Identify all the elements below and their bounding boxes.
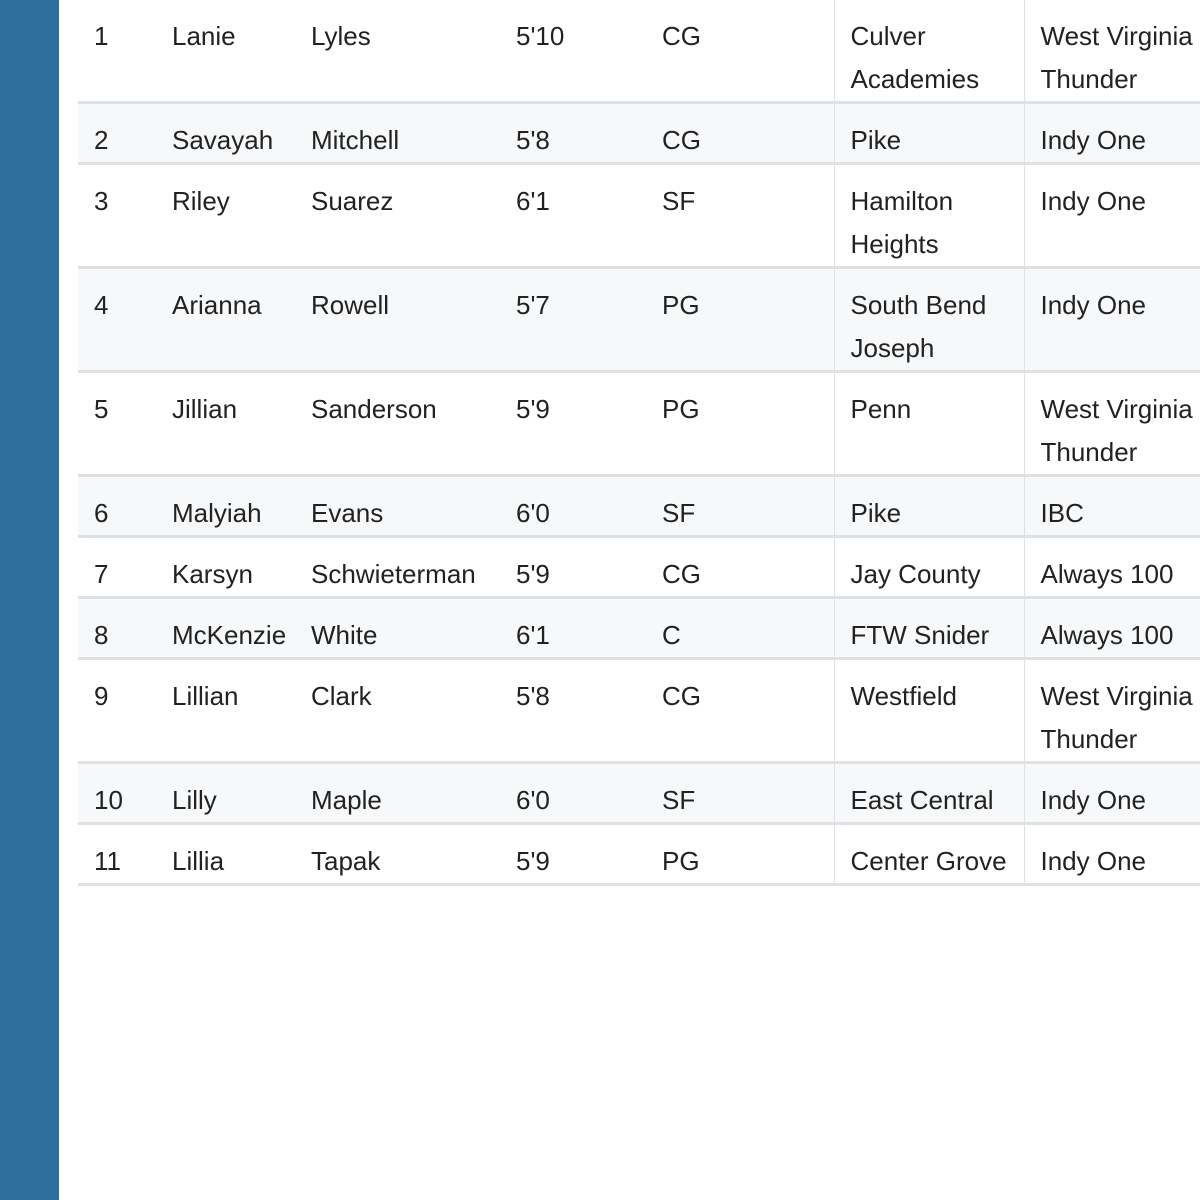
last-name-cell <box>311 372 516 476</box>
position-text: CG <box>662 681 701 711</box>
height-text: 6'0 <box>516 498 550 528</box>
school-cell <box>834 268 1024 372</box>
position-text: SF <box>662 186 696 216</box>
club-text: IBC <box>1040 498 1084 528</box>
last-name-cell <box>311 103 516 164</box>
school-text: South Bend Joseph <box>850 290 987 363</box>
height-cell <box>516 598 662 659</box>
club-text: Indy One <box>1040 846 1147 876</box>
club-cell <box>1024 476 1200 537</box>
school-cell <box>834 372 1024 476</box>
height-text: 6'1 <box>516 620 550 650</box>
club-cell <box>1024 537 1200 598</box>
school-text: Center Grove <box>850 846 1007 876</box>
rank-cell <box>78 103 156 164</box>
rank-text: 7 <box>94 559 109 589</box>
position-cell <box>662 164 834 268</box>
first-name-text: Malyiah <box>172 498 262 528</box>
position-cell <box>662 268 834 372</box>
rankings-table-wrap <box>78 0 1200 886</box>
school-text: Jay County <box>850 559 981 589</box>
height-text: 5'9 <box>516 846 550 876</box>
rank-cell <box>78 164 156 268</box>
table-row <box>78 598 1200 659</box>
last-name-cell <box>311 164 516 268</box>
last-name-text: Mitchell <box>311 125 400 155</box>
first-name-text: Lilly <box>172 785 217 815</box>
first-name-cell <box>156 0 311 103</box>
club-text: West Virginia Thunder <box>1040 681 1193 754</box>
club-cell <box>1024 659 1200 763</box>
position-text: CG <box>662 21 701 51</box>
height-cell <box>516 659 662 763</box>
position-cell <box>662 372 834 476</box>
rankings-body <box>78 0 1200 885</box>
school-text: Culver Academies <box>850 21 980 94</box>
rank-text: 4 <box>94 290 109 320</box>
club-cell <box>1024 268 1200 372</box>
club-text: Indy One <box>1040 125 1147 155</box>
position-cell <box>662 824 834 885</box>
club-text: Indy One <box>1040 290 1147 320</box>
position-text: CG <box>662 559 701 589</box>
club-cell <box>1024 824 1200 885</box>
last-name-cell <box>311 659 516 763</box>
school-text: Pike <box>850 125 902 155</box>
rank-text: 8 <box>94 620 109 650</box>
club-text: Indy One <box>1040 186 1147 216</box>
club-cell <box>1024 164 1200 268</box>
position-cell <box>662 103 834 164</box>
rankings-table <box>78 0 1200 886</box>
school-cell <box>834 659 1024 763</box>
first-name-text: McKenzie <box>172 620 287 650</box>
last-name-text: Suarez <box>311 186 394 216</box>
rank-cell <box>78 0 156 103</box>
first-name-cell <box>156 763 311 824</box>
first-name-cell <box>156 476 311 537</box>
last-name-text: Evans <box>311 498 384 528</box>
rank-text: 10 <box>94 785 123 815</box>
table-row <box>78 0 1200 103</box>
rank-cell <box>78 372 156 476</box>
position-text: PG <box>662 394 700 424</box>
club-cell <box>1024 598 1200 659</box>
height-text: 5'7 <box>516 290 550 320</box>
club-cell <box>1024 372 1200 476</box>
table-row <box>78 824 1200 885</box>
rank-text: 6 <box>94 498 109 528</box>
last-name-cell <box>311 0 516 103</box>
position-cell <box>662 537 834 598</box>
rank-text: 2 <box>94 125 109 155</box>
school-text: Westfield <box>850 681 957 711</box>
club-cell <box>1024 103 1200 164</box>
height-text: 6'0 <box>516 785 550 815</box>
position-text: CG <box>662 125 701 155</box>
height-cell <box>516 268 662 372</box>
table-row <box>78 763 1200 824</box>
rank-cell <box>78 763 156 824</box>
school-cell <box>834 763 1024 824</box>
height-text: 5'9 <box>516 559 550 589</box>
last-name-text: Clark <box>311 681 372 711</box>
table-row <box>78 659 1200 763</box>
first-name-cell <box>156 372 311 476</box>
table-row <box>78 103 1200 164</box>
school-cell <box>834 824 1024 885</box>
club-text: West Virginia Thunder <box>1040 394 1193 467</box>
position-cell <box>662 598 834 659</box>
first-name-cell <box>156 824 311 885</box>
rank-text: 3 <box>94 186 109 216</box>
height-text: 5'10 <box>516 21 565 51</box>
school-cell <box>834 598 1024 659</box>
height-text: 6'1 <box>516 186 550 216</box>
height-cell <box>516 372 662 476</box>
height-cell <box>516 164 662 268</box>
school-cell <box>834 164 1024 268</box>
last-name-cell <box>311 537 516 598</box>
last-name-text: Rowell <box>311 290 390 320</box>
position-text: SF <box>662 785 696 815</box>
height-cell <box>516 0 662 103</box>
first-name-text: Jillian <box>172 394 238 424</box>
position-text: PG <box>662 290 700 320</box>
position-cell <box>662 476 834 537</box>
last-name-text: White <box>311 620 378 650</box>
club-cell <box>1024 763 1200 824</box>
school-text: Penn <box>850 394 912 424</box>
first-name-text: Karsyn <box>172 559 253 589</box>
rank-cell <box>78 659 156 763</box>
last-name-text: Sanderson <box>311 394 437 424</box>
table-row <box>78 372 1200 476</box>
first-name-cell <box>156 537 311 598</box>
last-name-text: Maple <box>311 785 382 815</box>
last-name-cell <box>311 824 516 885</box>
height-cell <box>516 824 662 885</box>
first-name-cell <box>156 103 311 164</box>
club-text: West Virginia Thunder <box>1040 21 1193 94</box>
height-text: 5'8 <box>516 125 550 155</box>
school-cell <box>834 103 1024 164</box>
rank-cell <box>78 268 156 372</box>
club-text: Always 100 <box>1040 620 1174 650</box>
last-name-cell <box>311 268 516 372</box>
school-text: East Central <box>850 785 994 815</box>
rank-cell <box>78 476 156 537</box>
first-name-text: Arianna <box>172 290 262 320</box>
position-cell <box>662 763 834 824</box>
first-name-text: Lanie <box>172 21 236 51</box>
first-name-text: Lillian <box>172 681 239 711</box>
first-name-cell <box>156 268 311 372</box>
first-name-text: Lillia <box>172 846 225 876</box>
last-name-text: Schwieterman <box>311 559 476 589</box>
sidebar-strip <box>0 0 59 1200</box>
table-row <box>78 476 1200 537</box>
height-text: 5'9 <box>516 394 550 424</box>
last-name-text: Tapak <box>311 846 381 876</box>
school-cell <box>834 537 1024 598</box>
rank-cell <box>78 537 156 598</box>
rank-text: 11 <box>94 846 121 876</box>
last-name-cell <box>311 763 516 824</box>
height-cell <box>516 537 662 598</box>
school-cell <box>834 476 1024 537</box>
rank-text: 1 <box>94 21 109 51</box>
school-cell <box>834 0 1024 103</box>
last-name-cell <box>311 476 516 537</box>
height-text: 5'8 <box>516 681 550 711</box>
rank-cell <box>78 598 156 659</box>
first-name-cell <box>156 659 311 763</box>
last-name-text: Lyles <box>311 21 371 51</box>
table-row <box>78 268 1200 372</box>
last-name-cell <box>311 598 516 659</box>
first-name-cell <box>156 598 311 659</box>
position-text: C <box>662 620 681 650</box>
height-cell <box>516 763 662 824</box>
position-cell <box>662 0 834 103</box>
rank-text: 5 <box>94 394 109 424</box>
school-text: Hamilton Heights <box>850 186 954 259</box>
position-text: SF <box>662 498 696 528</box>
position-text: PG <box>662 846 700 876</box>
club-cell <box>1024 0 1200 103</box>
club-text: Always 100 <box>1040 559 1174 589</box>
first-name-text: Riley <box>172 186 230 216</box>
rank-cell <box>78 824 156 885</box>
first-name-text: Savayah <box>172 125 274 155</box>
school-text: Pike <box>850 498 902 528</box>
table-row <box>78 164 1200 268</box>
height-cell <box>516 103 662 164</box>
club-text: Indy One <box>1040 785 1147 815</box>
rank-text: 9 <box>94 681 109 711</box>
school-text: FTW Snider <box>850 620 990 650</box>
height-cell <box>516 476 662 537</box>
first-name-cell <box>156 164 311 268</box>
table-row <box>78 537 1200 598</box>
position-cell <box>662 659 834 763</box>
